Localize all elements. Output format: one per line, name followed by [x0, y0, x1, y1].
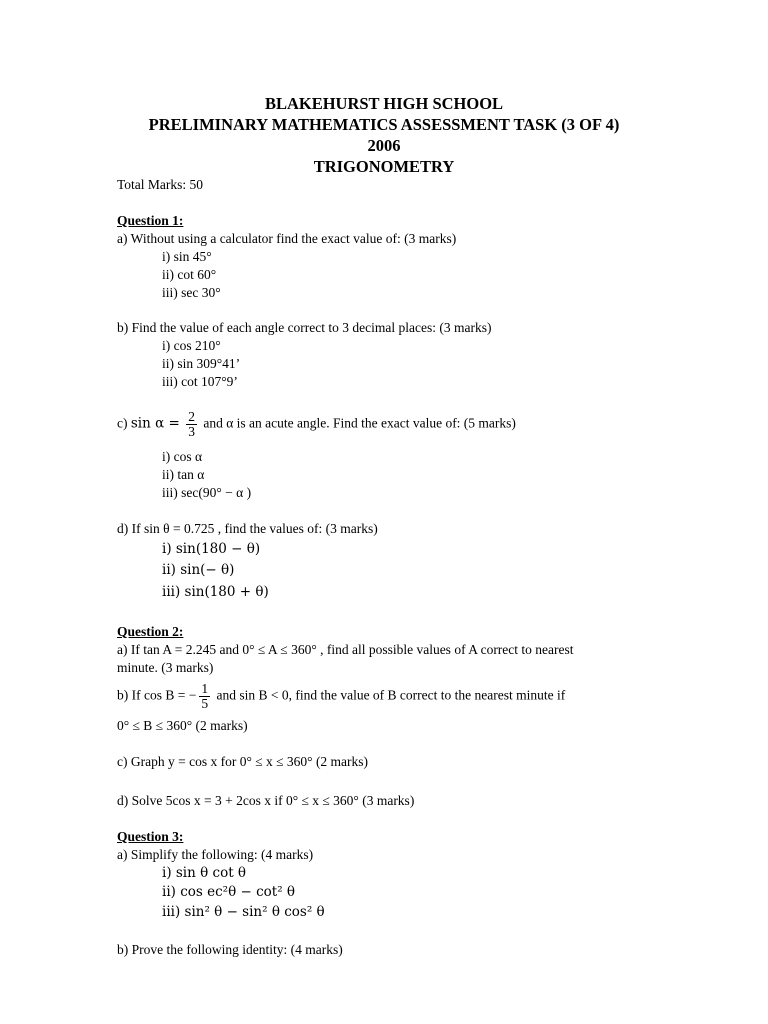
q2d-text: d) Solve 5cos x = 3 + 2cos x if 0° ≤ x ≤ 360° (3 marks) — [117, 793, 415, 808]
q1a-text: a) Without using a calculator find the exact value of: (3 marks) — [117, 231, 457, 246]
question-2-heading: Question 2: — [117, 624, 184, 639]
q2b-line-1 — [117, 682, 565, 711]
q1d-text: d) If sin θ = 0.725 , find the values of: (3 marks) — [117, 521, 378, 536]
q1d-part-iii: iii) sin(180 + θ) — [162, 584, 269, 600]
task-year: 2006 — [367, 136, 401, 155]
q1c-fraction — [186, 410, 197, 439]
q1c-label: c) — [117, 415, 128, 431]
q3a-part-ii: ii) cos ec²θ − cot² θ — [162, 884, 296, 900]
q2a-line-1: a) If tan A = 2.245 and 0° ≤ A ≤ 360° , find all possible values of A correct to nearest — [117, 642, 574, 657]
q2a-line-2: minute. (3 marks) — [117, 660, 214, 675]
q1a-part-i: i) sin 45° — [162, 249, 212, 264]
q2b-line-2: 0° ≤ B ≤ 360° (2 marks) — [117, 718, 248, 733]
q1c-part-iii: iii) sec(90° − α ) — [162, 485, 252, 500]
q2b-fraction — [199, 682, 210, 711]
total-marks: Total Marks: 50 — [117, 177, 204, 192]
q1c-text — [117, 410, 516, 439]
document-header — [0, 93, 768, 177]
q1a-part-iii: iii) sec 30° — [162, 285, 221, 300]
q1b-text: b) Find the value of each angle correct to 3 decimal places: (3 marks) — [117, 320, 492, 335]
q1a-part-ii: ii) cot 60° — [162, 267, 217, 282]
task-title: PRELIMINARY MATHEMATICS ASSESSMENT TASK (3 OF 4) — [148, 115, 620, 134]
q3a-part-i: i) sin θ cot θ — [162, 865, 247, 881]
q2b-pre: b) If cos B = − — [117, 687, 197, 703]
q1d-part-ii: ii) sin(− θ) — [162, 562, 235, 578]
q2b-denominator: 5 — [201, 696, 209, 711]
q1c-numerator: 2 — [188, 409, 195, 424]
q2c-text: c) Graph y = cos x for 0° ≤ x ≤ 360° (2 marks) — [117, 754, 369, 769]
q1c-lhs: sin α = — [130, 415, 180, 432]
q1c-denominator: 3 — [188, 424, 195, 439]
question-3-heading: Question 3: — [117, 829, 184, 844]
q2b-post: and sin B < 0, find the value of B correct to the nearest minute if — [216, 687, 566, 703]
q1c-part-i: i) cos α — [162, 449, 203, 464]
q3b-text: b) Prove the following identity: (4 marks) — [117, 942, 343, 957]
q2b-numerator: 1 — [201, 681, 209, 696]
q1b-part-iii: iii) cot 107°9’ — [162, 374, 238, 389]
q1c-part-ii: ii) tan α — [162, 467, 205, 482]
q3a-part-iii: iii) sin² θ − sin² θ cos² θ — [162, 904, 325, 920]
q1b-part-i: i) cos 210° — [162, 338, 221, 353]
q1c-rest: and α is an acute angle. Find the exact value of: (5 marks) — [203, 415, 516, 431]
topic-title: TRIGONOMETRY — [313, 157, 455, 176]
q1b-part-ii: ii) sin 309°41’ — [162, 356, 241, 371]
school-name: BLAKEHURST HIGH SCHOOL — [264, 94, 504, 113]
q1d-part-i: i) sin(180 − θ) — [162, 541, 261, 557]
question-1-heading: Question 1: — [117, 213, 184, 228]
q3a-text: a) Simplify the following: (4 marks) — [117, 847, 314, 862]
